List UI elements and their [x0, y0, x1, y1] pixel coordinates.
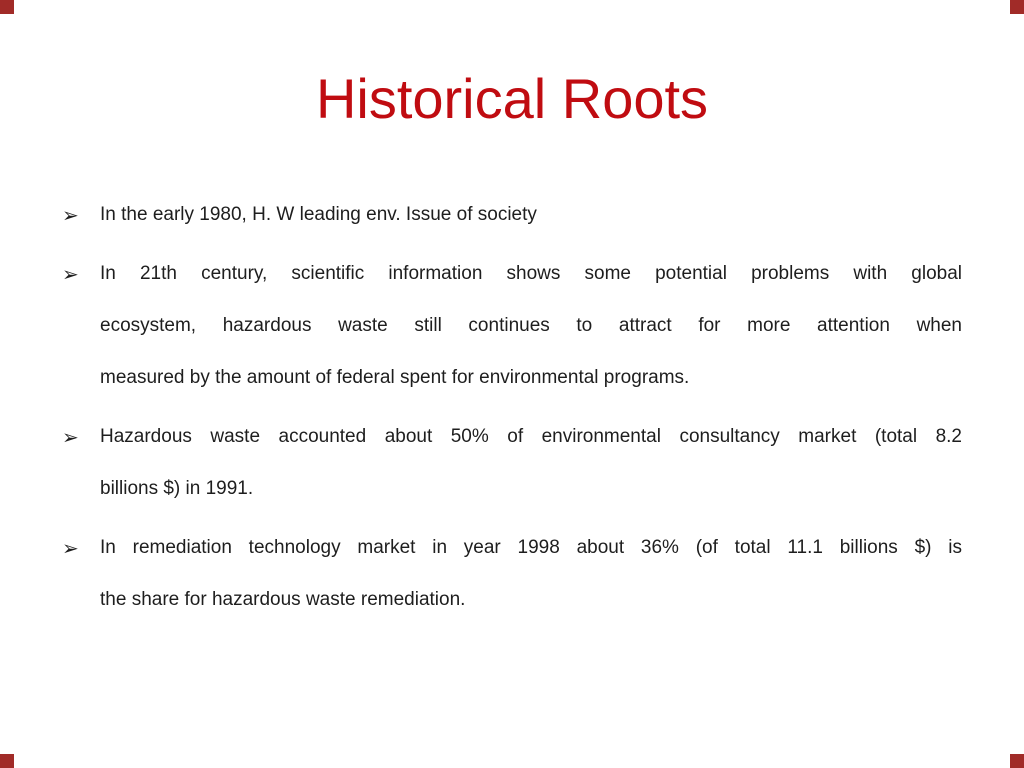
corner-mark-top-left — [0, 0, 14, 14]
bullet-item — [62, 522, 962, 626]
slide-title: Historical Roots — [315, 67, 709, 130]
bullet-line: billions $) in 1991. — [100, 478, 254, 499]
bullet-line: In remediation technology market in year 1998 about 36% (of total 11.1 billions $) is — [100, 537, 962, 558]
bullet-text — [100, 411, 962, 515]
corner-mark-bottom-right — [1010, 754, 1024, 768]
arrow-bullet-icon: ➢ — [62, 203, 79, 227]
bullet-item — [62, 248, 962, 404]
bullet-line: measured by the amount of federal spent for environmental programs. — [100, 367, 690, 388]
bullet-item — [62, 189, 962, 241]
bullet-text — [100, 248, 962, 404]
bullet-list — [62, 189, 962, 633]
arrow-bullet-icon: ➢ — [62, 425, 79, 449]
arrow-bullet-icon: ➢ — [62, 536, 79, 560]
bullet-item — [62, 411, 962, 515]
corner-mark-bottom-left — [0, 754, 14, 768]
bullet-line: In 21th century, scientific information shows some potential problems with global — [100, 263, 962, 284]
arrow-bullet-icon: ➢ — [62, 262, 79, 286]
bullet-line: the share for hazardous waste remediation. — [100, 589, 466, 610]
bullet-line: ecosystem, hazardous waste still continues to attract for more attention when — [100, 315, 962, 336]
bullet-line: Hazardous waste accounted about 50% of environmental consultancy market (total 8.2 — [100, 426, 962, 447]
bullet-line: In the early 1980, H. W leading env. Issue of society — [100, 204, 537, 225]
corner-mark-top-right — [1010, 0, 1024, 14]
bullet-text — [100, 522, 962, 626]
bullet-text — [100, 189, 962, 241]
